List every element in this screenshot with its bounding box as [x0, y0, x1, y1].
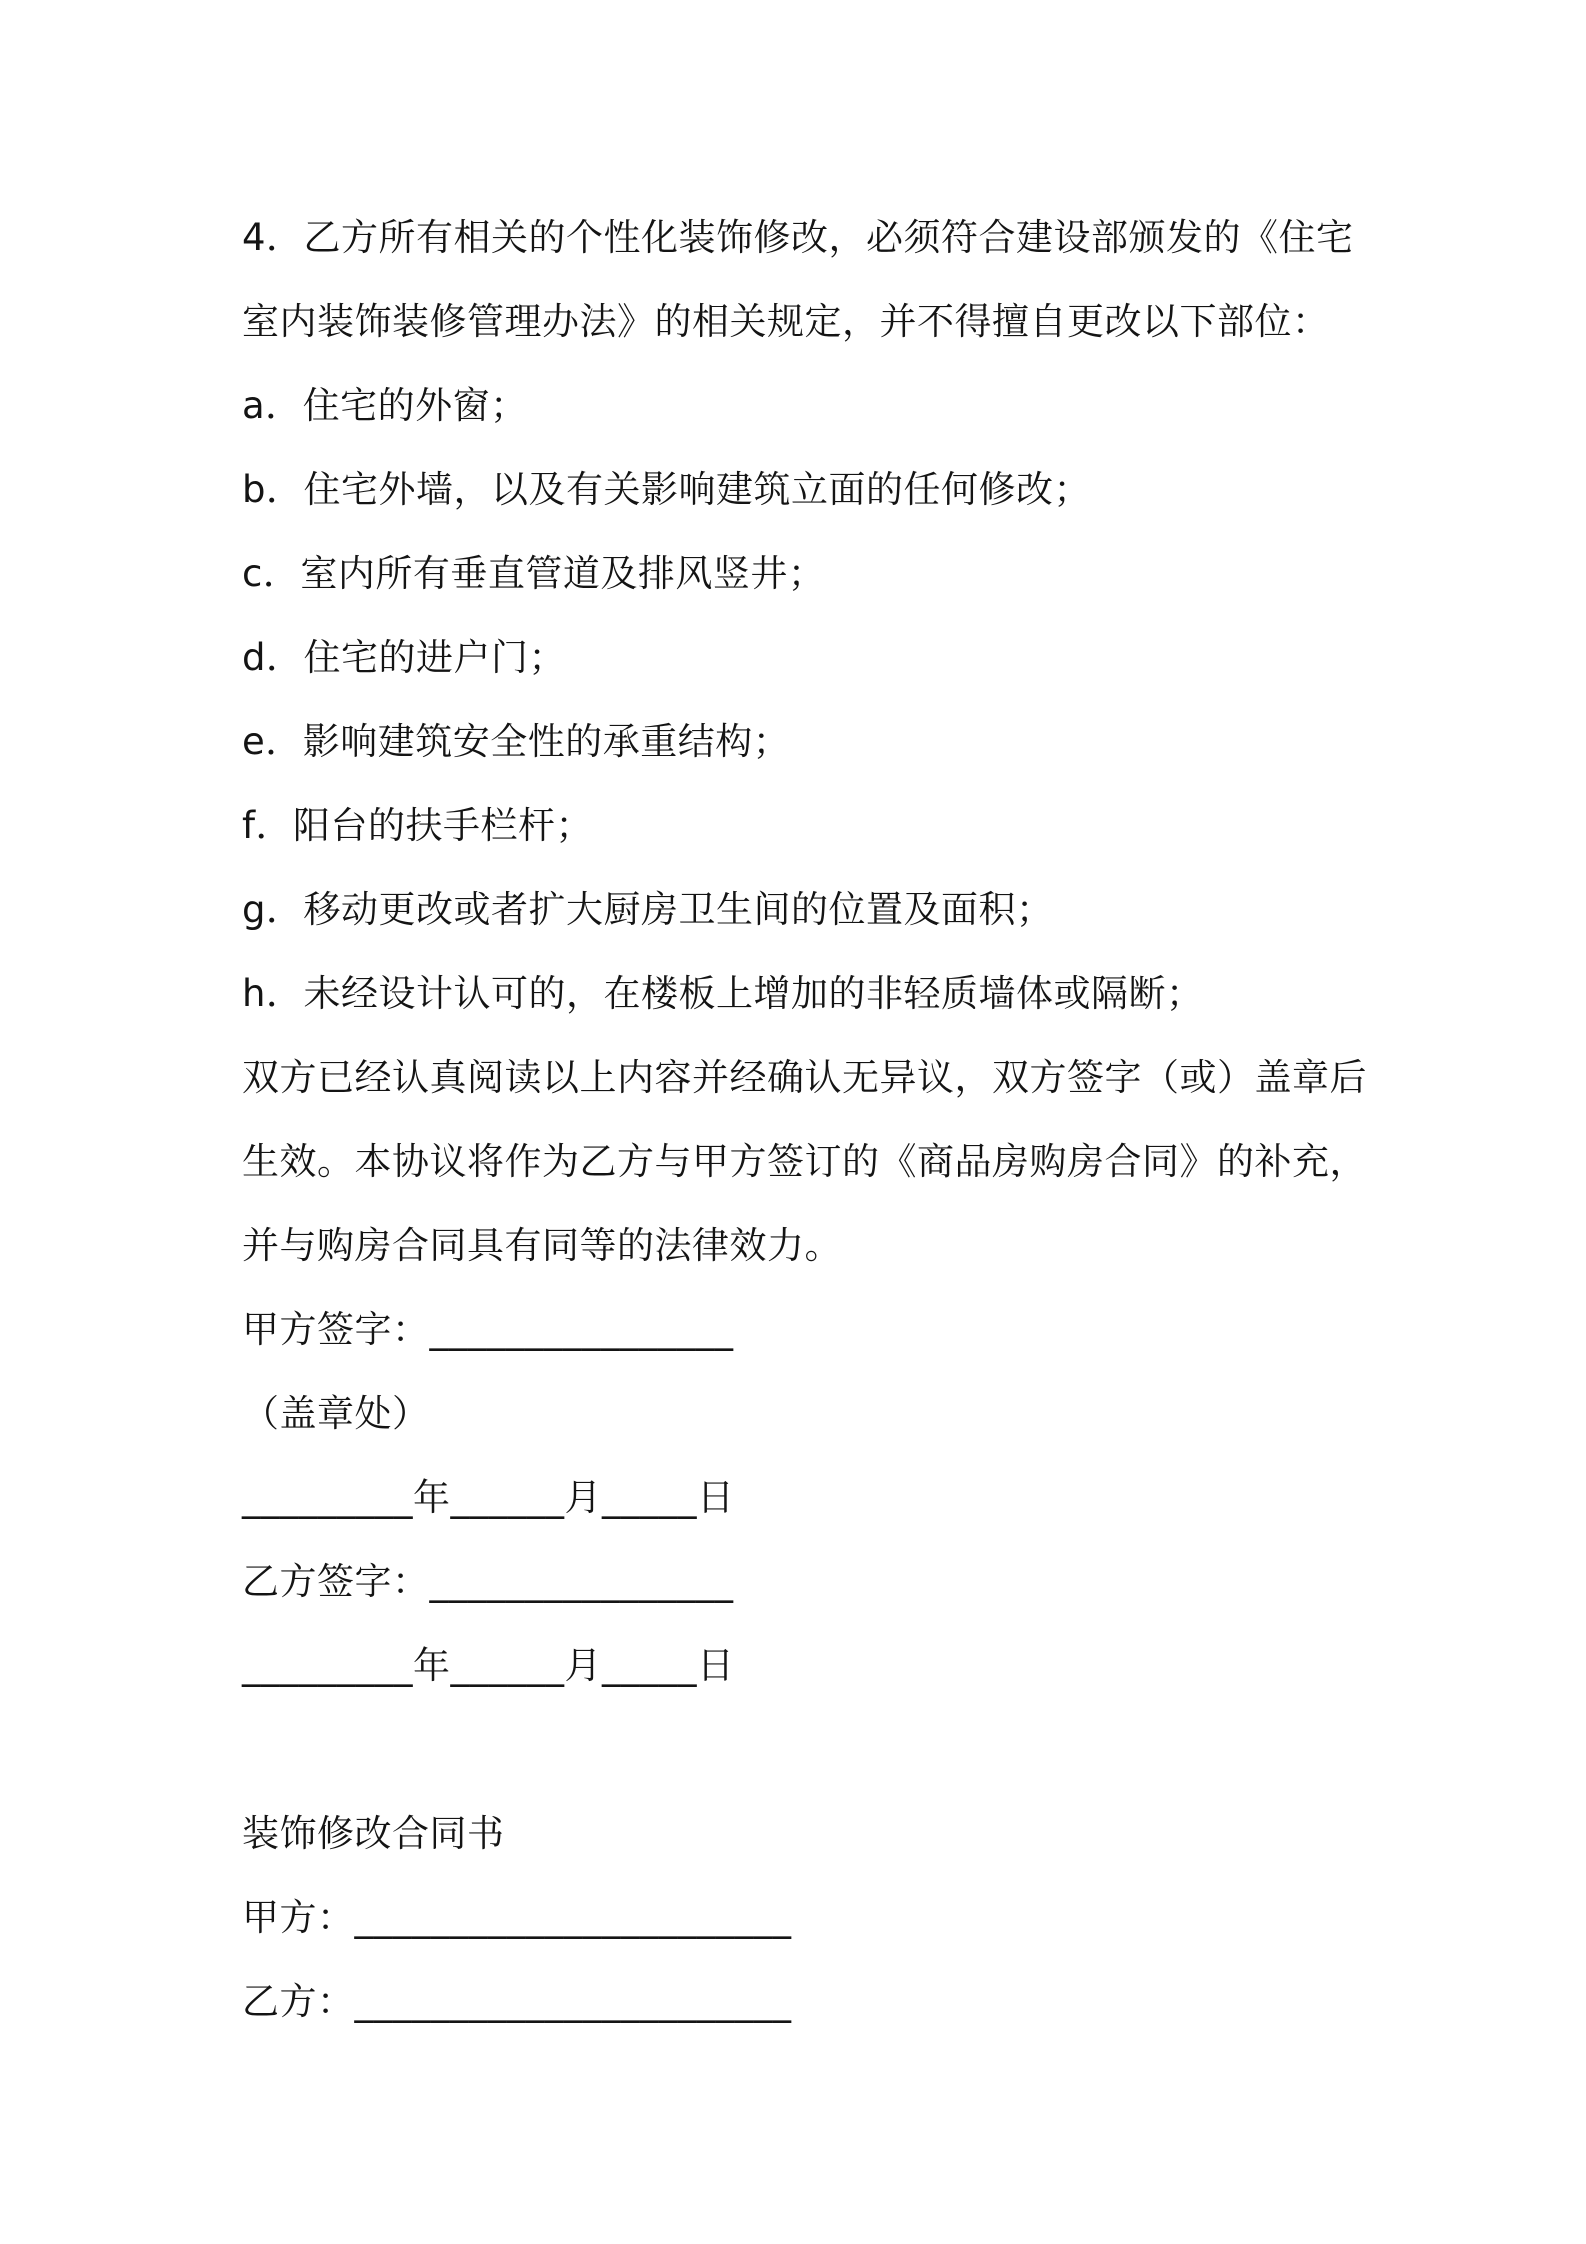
- next-document-party-b-field: 乙方：_______________________: [242, 1980, 792, 2023]
- list-item-e: e．影响建筑安全性的承重结构；: [242, 720, 791, 763]
- next-document-party-a-field: 甲方：_______________________: [242, 1896, 792, 1939]
- party-a-date-field: _________年______月_____日: [242, 1476, 735, 1519]
- next-document-title: 装饰修改合同书: [242, 1812, 505, 1855]
- list-item-h: h．未经设计认可的，在楼板上增加的非轻质墙体或隔断；: [242, 972, 1204, 1015]
- list-item-d: d．住宅的进户门；: [242, 636, 566, 679]
- list-item-a: a．住宅的外窗；: [242, 384, 528, 427]
- party-a-signature-field: 甲方签字：________________: [242, 1308, 734, 1351]
- list-item-f: f．阳台的扶手栏杆；: [242, 804, 594, 847]
- list-item-b: b．住宅外墙，以及有关影响建筑立面的任何修改；: [242, 468, 1091, 511]
- closing-line-1: 双方已经认真阅读以上内容并经确认无异议，双方签字（或）盖章后: [242, 1056, 1367, 1099]
- list-item-g: g．移动更改或者扩大厨房卫生间的位置及面积；: [242, 888, 1054, 931]
- list-item-c: c．室内所有垂直管道及排风竖井；: [242, 552, 826, 595]
- clause-4-line-2: 室内装饰装修管理办法》的相关规定，并不得擅自更改以下部位：: [242, 300, 1330, 343]
- section-spacer: [242, 1708, 1362, 1792]
- closing-line-2: 生效。本协议将作为乙方与甲方签订的《商品房购房合同》的补充，: [242, 1140, 1367, 1183]
- party-b-date-field: _________年______月_____日: [242, 1644, 735, 1687]
- party-b-signature-field: 乙方签字：________________: [242, 1560, 734, 1603]
- clause-4-line-1: 4．乙方所有相关的个性化装饰修改，必须符合建设部颁发的《住宅: [242, 216, 1354, 259]
- seal-note: （盖章处）: [242, 1392, 430, 1435]
- document-page: [242, 196, 1367, 2044]
- closing-line-3: 并与购房合同具有同等的法律效力。: [242, 1224, 842, 1267]
